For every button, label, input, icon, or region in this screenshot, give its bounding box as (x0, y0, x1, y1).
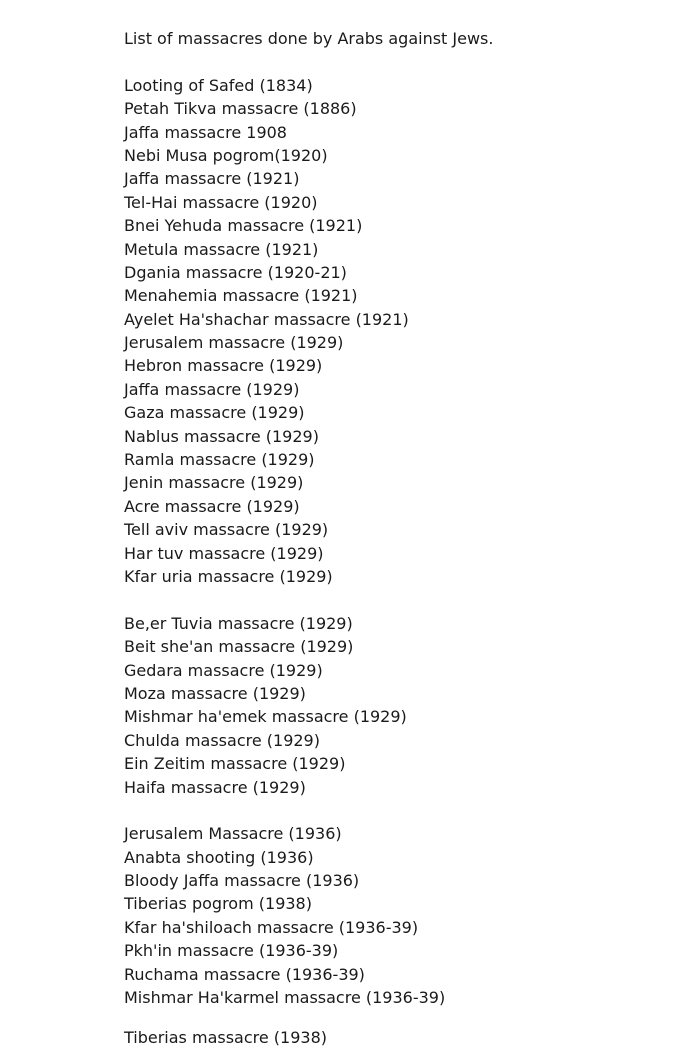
list-item: Chulda massacre (1929) (124, 730, 320, 750)
list-item: Ramla massacre (1929) (124, 450, 315, 470)
list-item: Har tuv massacre (1929) (124, 543, 324, 563)
massacre-list-document (124, 27, 493, 1050)
list-item: Jaffa massacre 1908 (124, 122, 287, 142)
blank-line (124, 50, 493, 73)
blank-line (124, 1009, 493, 1026)
list-group-2 (124, 612, 493, 799)
list-group-3 (124, 822, 493, 1009)
list-item: Anabta shooting (1936) (124, 847, 314, 867)
blank-line (124, 588, 493, 611)
list-item: Jaffa massacre (1929) (124, 379, 300, 399)
list-item: Gaza massacre (1929) (124, 403, 305, 423)
list-item: Jerusalem massacre (1929) (124, 333, 344, 353)
list-item: Pkh'in massacre (1936-39) (124, 941, 339, 961)
list-item: Metula massacre (1921) (124, 239, 319, 259)
list-item: Moza massacre (1929) (124, 683, 306, 703)
list-item: Tel-Hai massacre (1920) (124, 192, 318, 212)
list-item: Petah Tikva massacre (1886) (124, 99, 357, 119)
list-item: Nebi Musa pogrom(1920) (124, 145, 328, 165)
list-item: Jerusalem Massacre (1936) (124, 824, 342, 844)
list-item: Tell aviv massacre (1929) (124, 520, 329, 540)
list-item: Tiberias pogrom (1938) (124, 894, 312, 914)
list-item: Ayelet Ha'shachar massacre (1921) (124, 309, 409, 329)
list-item: Kfar uria massacre (1929) (124, 566, 333, 586)
list-group-1 (124, 74, 493, 589)
list-item: Ein Zeitim massacre (1929) (124, 754, 346, 774)
list-item: Nablus massacre (1929) (124, 426, 319, 446)
cutoff-list-item: Tiberias massacre (1938) (124, 1028, 327, 1048)
list-item: Acre massacre (1929) (124, 496, 300, 516)
list-item: Menahemia massacre (1921) (124, 286, 358, 306)
list-item: Jenin massacre (1929) (124, 473, 304, 493)
list-item: Mishmar Ha'karmel massacre (1936-39) (124, 988, 446, 1008)
blank-line (124, 799, 493, 822)
list-item: Mishmar ha'emek massacre (1929) (124, 707, 407, 727)
list-item: Kfar ha'shiloach massacre (1936-39) (124, 917, 419, 937)
document-heading: List of massacres done by Arabs against Jews. (124, 29, 494, 48)
list-item: Looting of Safed (1834) (124, 75, 313, 95)
list-item: Dgania massacre (1920-21) (124, 262, 347, 282)
list-item: Haifa massacre (1929) (124, 777, 306, 797)
list-item: Bloody Jaffa massacre (1936) (124, 871, 360, 891)
list-item: Bnei Yehuda massacre (1921) (124, 216, 363, 236)
list-item: Beit she'an massacre (1929) (124, 637, 354, 657)
list-item: Jaffa massacre (1921) (124, 169, 300, 189)
list-item: Hebron massacre (1929) (124, 356, 323, 376)
list-item: Ruchama massacre (1936-39) (124, 964, 365, 984)
list-item: Be,er Tuvia massacre (1929) (124, 613, 353, 633)
list-item: Gedara massacre (1929) (124, 660, 323, 680)
